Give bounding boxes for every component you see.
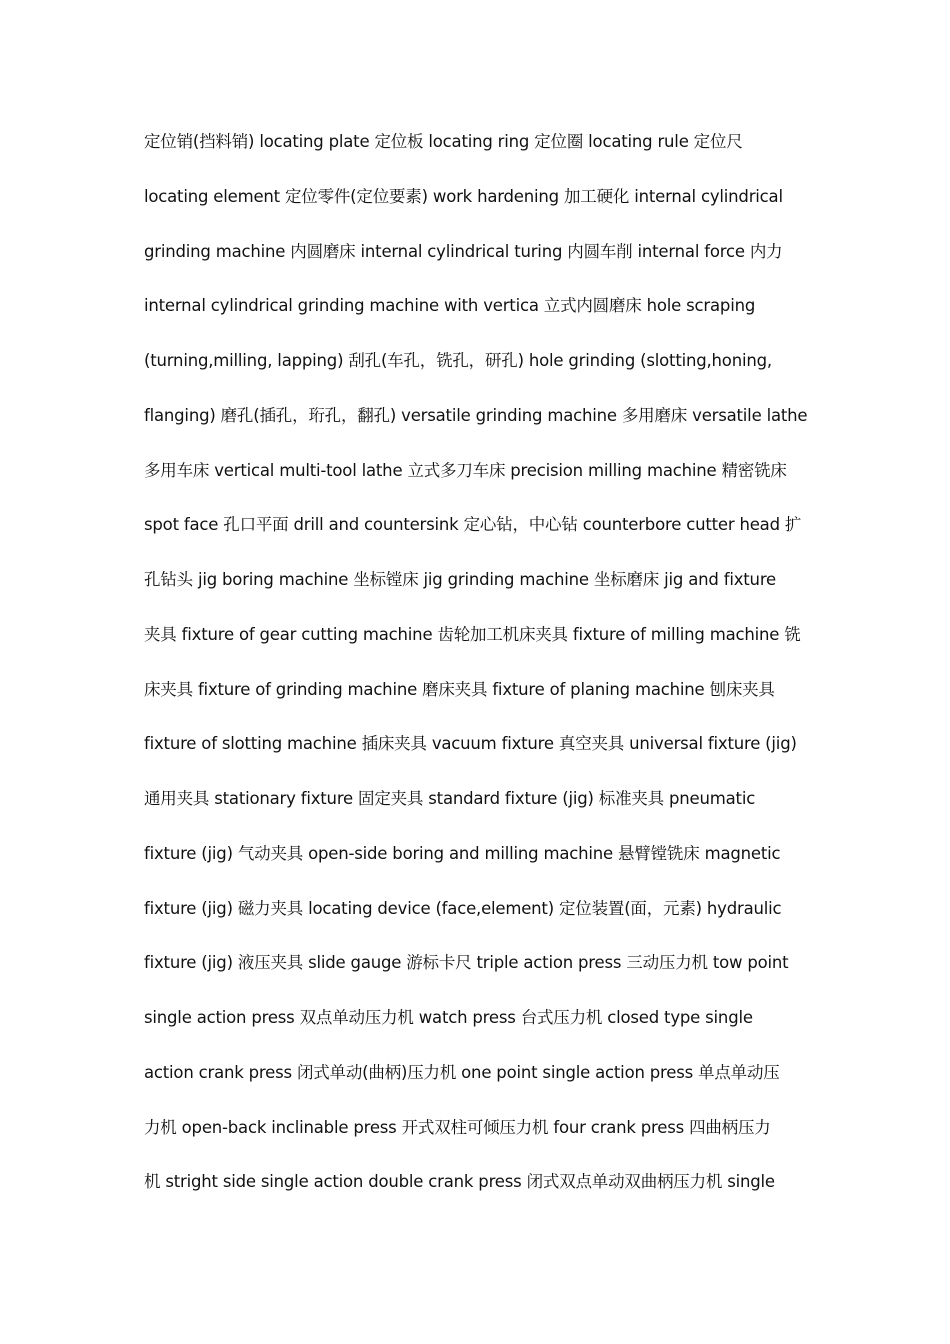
text-line: action crank press 闭式单动(曲柄)压力机 one point single action press 单点单动压 bbox=[144, 1062, 780, 1082]
text-line: 多用车床 vertical multi-tool lathe 立式多刀车床 precision milling machine 精密铣床 bbox=[144, 460, 787, 480]
text-line: single action press 双点单动压力机 watch press 台式压力机 closed type single bbox=[144, 1008, 753, 1027]
text-line: 夹具 fixture of gear cutting machine 齿轮加工机床夹具 fixture of milling machine 铣 bbox=[144, 624, 801, 644]
text-line: 机 stright side single action double crank press 闭式双点单动双曲柄压力机 single bbox=[144, 1172, 775, 1192]
text-line: flanging) 磨孔(插孔，珩孔，翻孔) versatile grinding machine 多用磨床 versatile lathe bbox=[144, 405, 808, 425]
text-line: fixture (jig) 气动夹具 open-side boring and milling machine 悬臂镗铣床 magnetic bbox=[144, 843, 781, 863]
text-line: fixture (jig) 磁力夹具 locating device (face,element) 定位装置(面，元素) hydraulic bbox=[144, 898, 782, 918]
text-line: internal cylindrical grinding machine with vertica 立式内圆磨床 hole scraping bbox=[144, 296, 756, 316]
text-line: fixture (jig) 液压夹具 slide gauge 游标卡尺 triple action press 三动压力机 tow point bbox=[144, 953, 789, 973]
text-line: grinding machine 内圆磨床 internal cylindrical turing 内圆车削 internal force 内力 bbox=[144, 241, 783, 261]
text-line: 床夹具 fixture of grinding machine 磨床夹具 fixture of planing machine 刨床夹具 bbox=[144, 679, 775, 699]
text-line: (turning,milling, lapping) 刮孔(车孔，铣孔，研孔) hole grinding (slotting,honing, bbox=[144, 351, 772, 370]
text-line: spot face 孔口平面 drill and countersink 定心钻，中心钻 counterbore cutter head 扩 bbox=[144, 515, 802, 535]
text-line: fixture of slotting machine 插床夹具 vacuum fixture 真空夹具 universal fixture (jig) bbox=[144, 734, 797, 754]
text-line: 通用夹具 stationary fixture 固定夹具 standard fixture (jig) 标准夹具 pneumatic bbox=[144, 789, 756, 808]
text-line: 定位销(挡料销) locating plate 定位板 locating ring 定位圈 locating rule 定位尺 bbox=[144, 132, 743, 151]
text-line: 孔钻头 jig boring machine 坐标镗床 jig grinding machine 坐标磨床 jig and fixture bbox=[144, 570, 776, 589]
text-line: locating element 定位零件(定位要素) work hardening 加工硬化 internal cylindrical bbox=[144, 186, 783, 206]
glossary-text bbox=[144, 121, 812, 1216]
text-line: 力机 open-back inclinable press 开式双柱可倾压力机 four crank press 四曲柄压力 bbox=[144, 1117, 771, 1137]
